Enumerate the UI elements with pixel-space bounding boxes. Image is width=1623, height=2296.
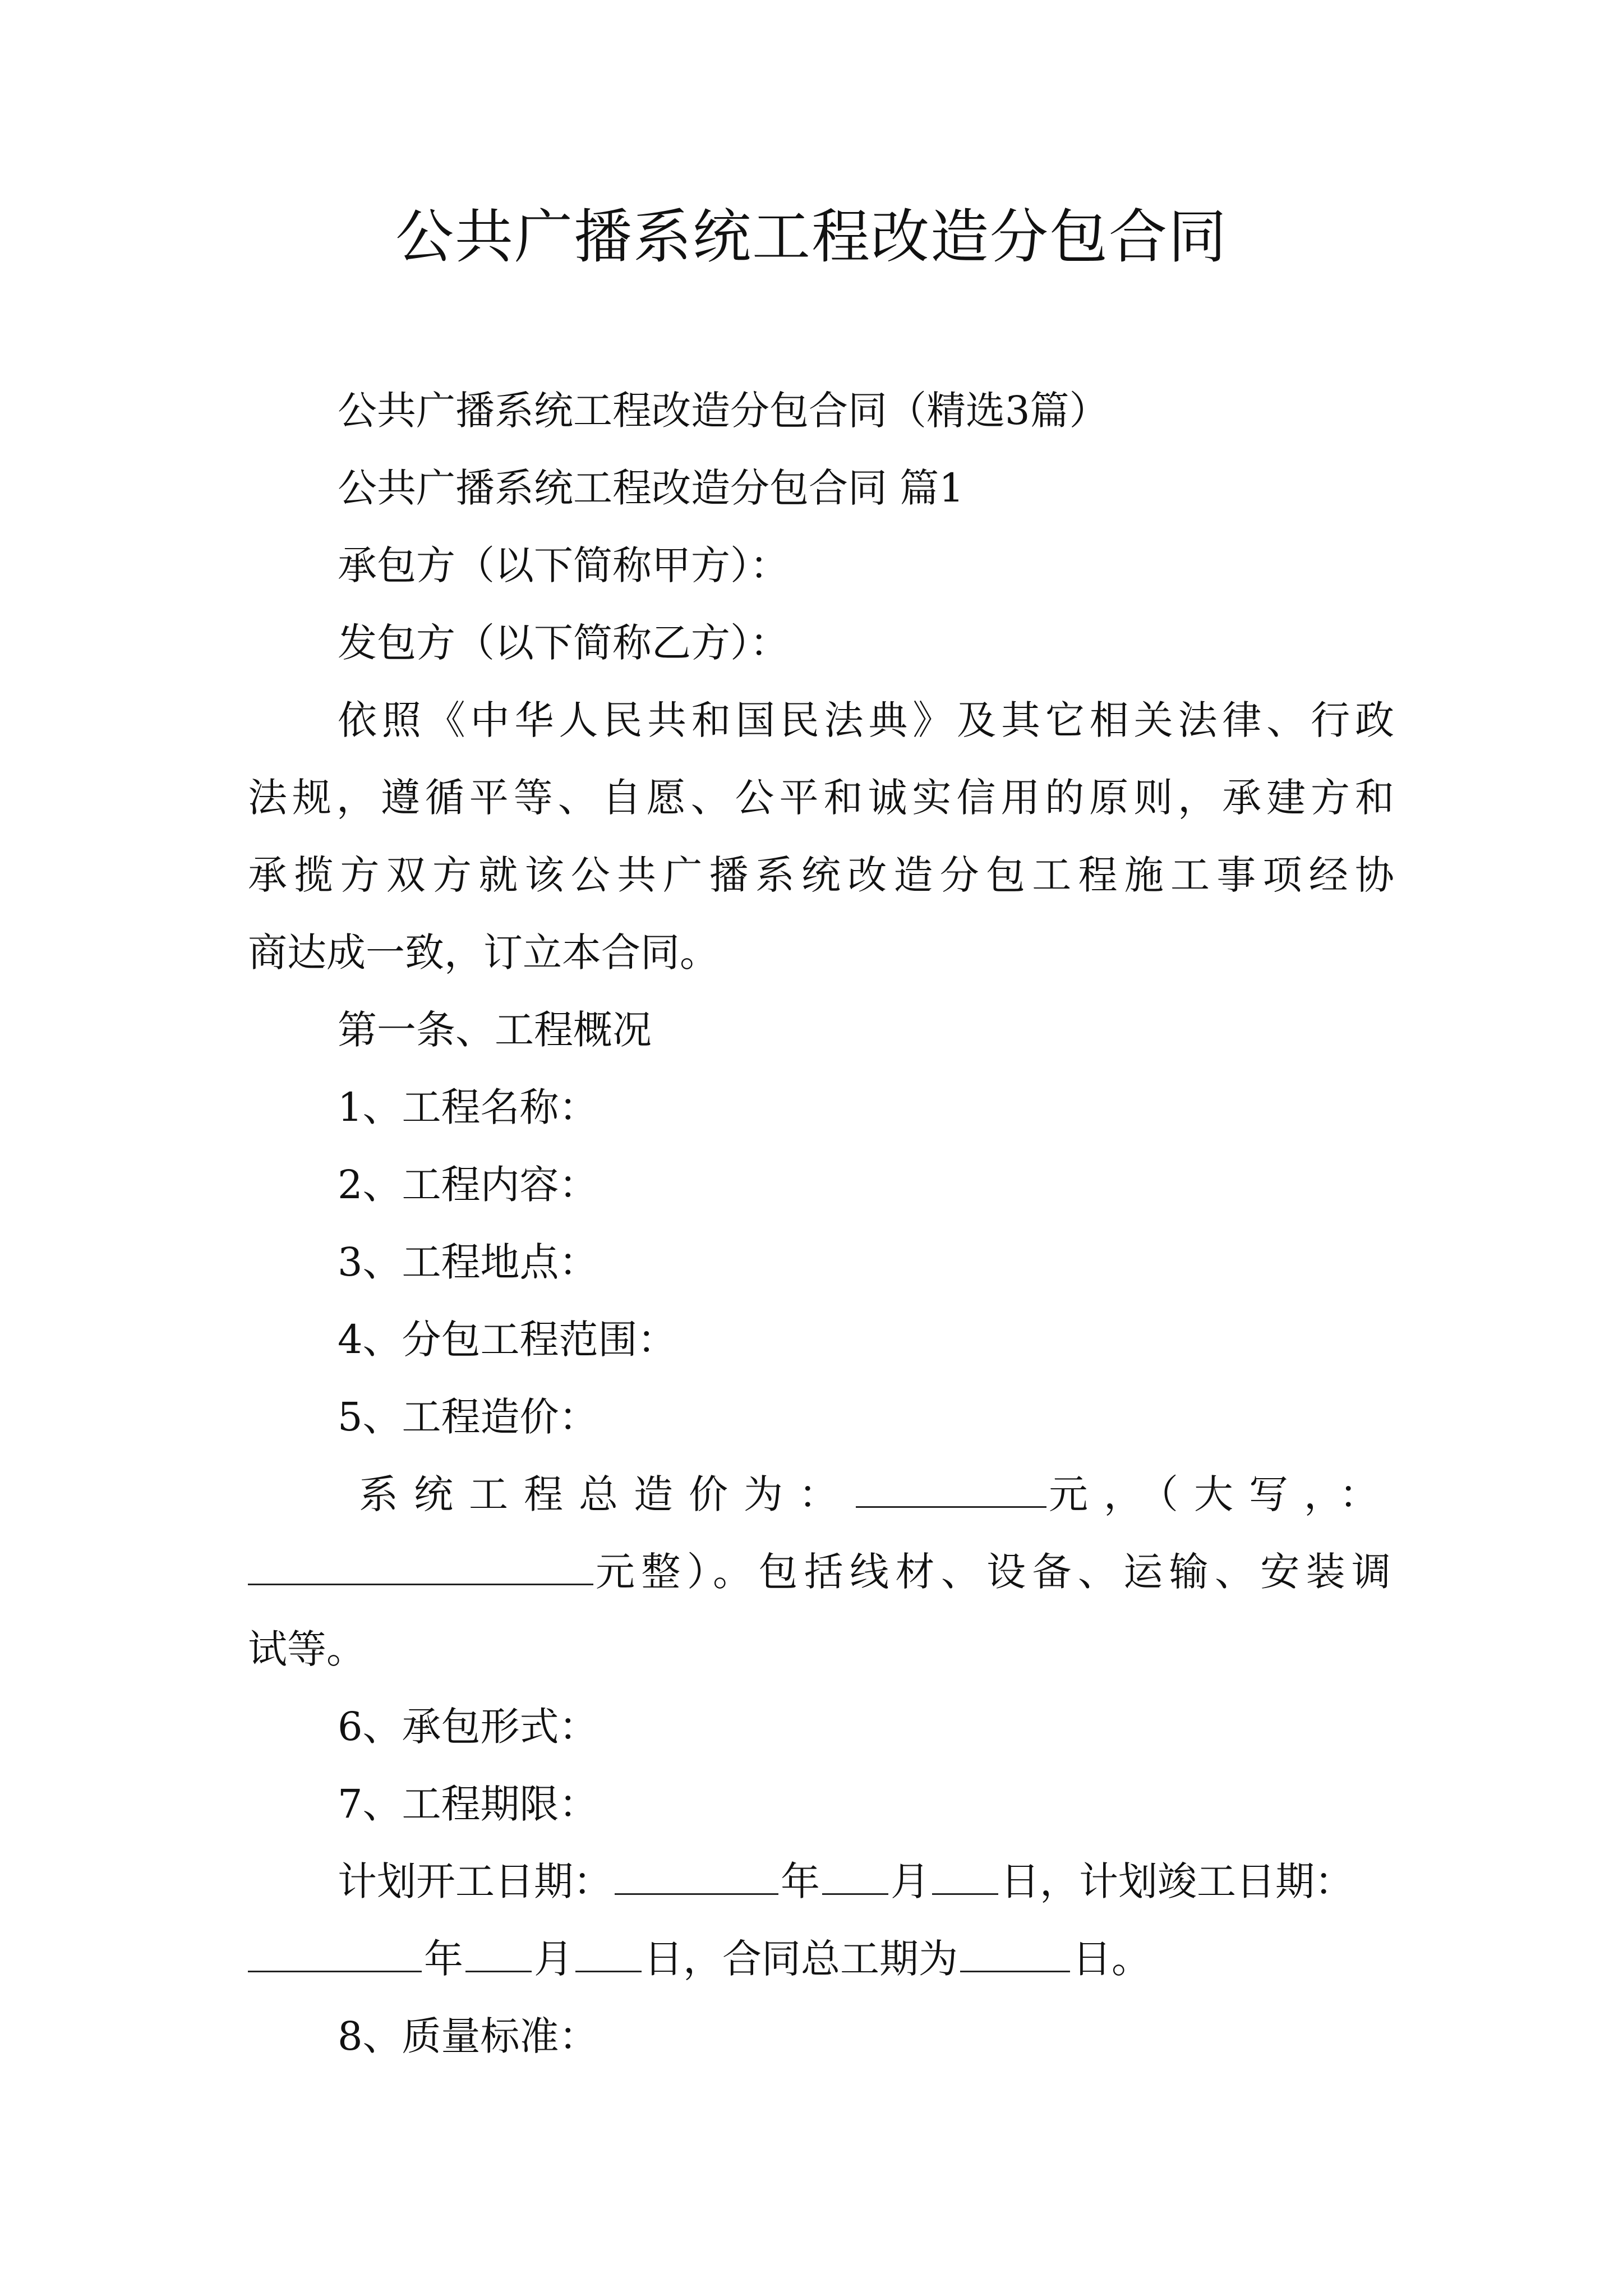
cost-line-2 [248, 1545, 1394, 1599]
item-quality-standard: 8、质量标准： [338, 2013, 598, 2059]
section-heading: 公共广播系统工程改造分包合同 篇1 [338, 465, 964, 511]
end-day-blank [575, 1934, 642, 1972]
cost-amount-blank [856, 1469, 1046, 1508]
schedule-day-label: 日，计划竣工日期： [1000, 1858, 1354, 1904]
document-subtitle: 公共广播系统工程改造分包合同（精选3篇） [338, 388, 1109, 434]
article-1-heading: 第一条、工程概况 [338, 1007, 652, 1053]
item-project-name: 1、工程名称： [338, 1084, 598, 1130]
item-project-period: 7、工程期限： [338, 1781, 598, 1827]
intro-line-3: 承揽方双方就该公共广播系统改造分包工程施工事项经协 [248, 852, 1394, 898]
end-day-label: 日，合同总工期为 [644, 1936, 958, 1982]
item-subcontract-scope: 4、分包工程范围： [338, 1317, 677, 1363]
item-project-cost: 5、工程造价： [338, 1394, 598, 1440]
end-year-label: 年 [424, 1936, 463, 1982]
total-days-blank [960, 1934, 1070, 1972]
schedule-line-2 [248, 1932, 1151, 1986]
intro-line-1: 依照《中华人民共和国民法典》及其它相关法律、行政 [338, 697, 1394, 743]
start-day-blank [932, 1856, 998, 1895]
cost-line-1 [359, 1467, 1394, 1521]
item-contract-form: 6、承包形式： [338, 1704, 598, 1750]
start-month-blank [822, 1856, 888, 1895]
item-project-location: 3、工程地点： [338, 1239, 598, 1285]
end-year-blank [248, 1934, 422, 1972]
cost-unit-yuan: 元，（大写，： [1049, 1471, 1394, 1517]
document-title: 公共广播系统工程改造分包合同 [395, 203, 1228, 271]
party-a-line: 承包方（以下简称甲方）： [338, 542, 789, 588]
cost-total-prefix: 系统工程总造价为： [359, 1471, 854, 1517]
intro-line-4: 商达成一致，订立本合同。 [248, 930, 719, 976]
party-b-line: 发包方（以下简称乙方）： [338, 620, 789, 666]
schedule-start-label: 计划开工日期： [338, 1858, 612, 1904]
start-year-blank [615, 1856, 778, 1895]
cost-yuan-zheng: 元整）。包括线材、设备、运输、安装调 [596, 1549, 1394, 1595]
schedule-month-label: 月 [891, 1858, 930, 1904]
end-month-label: 月 [534, 1936, 573, 1982]
cost-line-3: 试等。 [248, 1626, 366, 1672]
cost-capital-blank [248, 1547, 593, 1585]
item-project-content: 2、工程内容： [338, 1162, 598, 1208]
intro-line-2: 法规，遵循平等、自愿、公平和诚实信用的原则，承建方和 [248, 775, 1394, 821]
end-month-blank [465, 1934, 532, 1972]
total-days-label: 日。 [1072, 1936, 1151, 1982]
schedule-year-label: 年 [781, 1858, 820, 1904]
schedule-line-1 [338, 1855, 1394, 1908]
